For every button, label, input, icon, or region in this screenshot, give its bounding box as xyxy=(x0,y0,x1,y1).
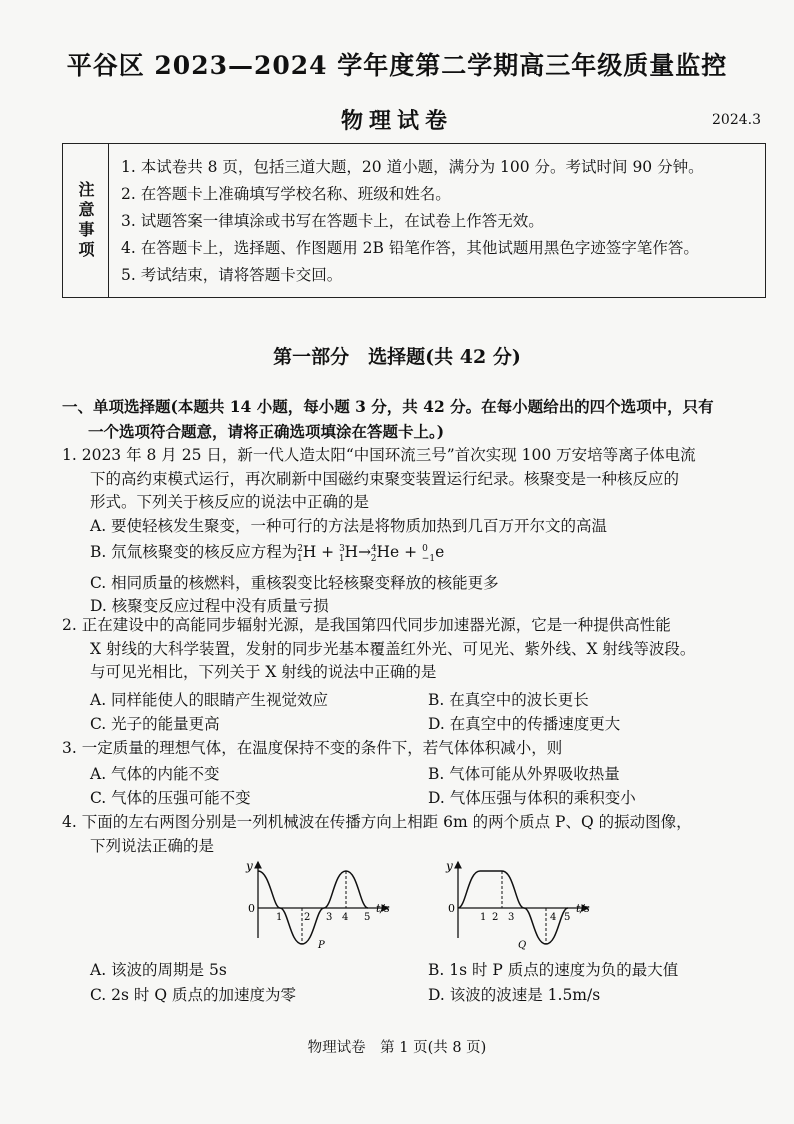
option-a: A. 同样能使人的眼睛产生视觉效应 xyxy=(90,691,329,709)
tick-label: 3 xyxy=(508,912,515,923)
y-axis-label: y xyxy=(246,859,253,873)
tick-label: 2 xyxy=(304,912,311,923)
option-a: A. 要使轻核发生聚变，一种可行的方法是将物质加热到几百万开尔文的高温 xyxy=(90,516,608,535)
exam-title: 平谷区 2023—2024 学年度第二学期高三年级质量监控 xyxy=(66,51,728,80)
tick-label: 1 xyxy=(276,912,283,923)
tick-label: 2 xyxy=(492,912,499,923)
tick-label: 1 xyxy=(480,912,487,923)
option-b-prefix: B. 氘氚核聚变的核反应方程为 xyxy=(90,543,298,562)
option-c: C. 气体的压强可能不变 xyxy=(90,789,251,807)
option-d: D. 该波的波速是 1.5m/s xyxy=(428,986,601,1004)
question-4 xyxy=(62,811,774,858)
section-heading-line: 一个选项符合题意，请将正确选项填涂在答题卡上。) xyxy=(88,422,445,441)
section-heading xyxy=(62,394,772,444)
question-stem-line: 4. 下面的左右两图分别是一列机械波在传播方向上相距 6m 的两个质点 P、Q 的振动图像， xyxy=(62,813,692,831)
tick-label: 5 xyxy=(564,912,571,923)
vibration-graph-q xyxy=(440,856,600,952)
question-2 xyxy=(62,614,774,685)
notice-item: 5. 考试结束，请将答题卡交回。 xyxy=(121,266,343,284)
option-b: B. 1s 时 P 质点的速度为负的最大值 xyxy=(428,961,679,979)
question-1 xyxy=(62,444,774,619)
question-stem-line: 下的高约束模式运行，再次刷新中国磁约束聚变装置运行纪录。核聚变是一种核反应的 xyxy=(90,469,680,488)
question-stem-line: 与可见光相比，下列关于 X 射线的说法中正确的是 xyxy=(90,663,437,681)
t-axis-label: t/s xyxy=(576,902,590,915)
origin-label: 0 xyxy=(248,902,255,915)
notice-label: 注意事项 xyxy=(76,180,95,261)
option-b: B. 气体可能从外界吸收热量 xyxy=(428,765,620,783)
tick-label: 4 xyxy=(550,912,557,923)
option-c: C. 相同质量的核燃料，重核裂变比轻核聚变释放的核能更多 xyxy=(90,573,499,592)
tick-label: 5 xyxy=(364,912,371,923)
t-axis-label: t/s xyxy=(376,902,390,915)
option-a: A. 该波的周期是 5s xyxy=(90,961,227,979)
question-3 xyxy=(62,737,774,761)
tick-label: 3 xyxy=(326,912,333,923)
option-d: D. 在真空中的传播速度更大 xyxy=(428,715,621,733)
option-b xyxy=(62,538,774,572)
option-b: B. 在真空中的波长更长 xyxy=(428,691,589,709)
nuclear-equation: $^2_1$H + $^3_1$H→$^4_2$He + $^0_{-1}$e xyxy=(296,543,445,565)
question-stem-line: 3. 一定质量的理想气体，在温度保持不变的条件下，若气体体积减小，则 xyxy=(62,739,563,757)
part-title: 第一部分 选择题(共 42 分) xyxy=(273,346,521,368)
y-axis-label: y xyxy=(446,859,453,873)
page-footer: 物理试卷 第 1 页(共 8 页) xyxy=(307,1040,487,1056)
notice-item: 2. 在答题卡上准确填写学校名称、班级和姓名。 xyxy=(121,185,451,203)
notice-item: 4. 在答题卡上，选择题、作图题用 2B 铅笔作答，其他试题用黑色字迹签字笔作答。 xyxy=(121,239,699,257)
exam-subtitle: 物理试卷 xyxy=(340,108,453,134)
option-a: A. 气体的内能不变 xyxy=(90,765,220,783)
option-d: D. 气体压强与体积的乘积变小 xyxy=(428,789,636,807)
question-stem-line: 形式。下列关于核反应的说法中正确的是 xyxy=(90,493,370,511)
graph-caption: Q xyxy=(518,940,527,951)
section-heading-line: 一、单项选择题(本题共 14 小题，每小题 3 分，共 42 分。在每小题给出的四个选项中，只有 xyxy=(62,397,714,416)
graph-caption: P xyxy=(318,940,325,951)
vibration-graph-p xyxy=(240,856,400,952)
question-stem-line: X 射线的大科学装置，发射的同步光基本覆盖红外光、可见光、紫外线、X 射线等波段。 xyxy=(90,639,696,658)
origin-label: 0 xyxy=(448,902,455,915)
notice-list xyxy=(121,154,761,289)
notice-item: 3. 试题答案一律填涂或书写在答题卡上，在试卷上作答无效。 xyxy=(121,212,544,230)
exam-date: 2024.3 xyxy=(712,112,761,128)
question-stem-line: 2. 正在建设中的高能同步辐射光源，是我国第四代同步加速器光源，它是一种提供高性能 xyxy=(62,616,671,634)
tick-label: 4 xyxy=(342,912,349,923)
notice-box xyxy=(62,143,766,298)
question-stem-line: 下列说法正确的是 xyxy=(90,836,215,855)
option-c: C. 2s 时 Q 质点的加速度为零 xyxy=(90,986,296,1004)
option-d: D. 核聚变反应过程中没有质量亏损 xyxy=(90,597,329,616)
question-stem-line: 1. 2023 年 8 月 25 日，新一代人造太阳“中国环流三号”首次实现 100 万安培等离子体电流 xyxy=(62,446,696,464)
option-c: C. 光子的能量更高 xyxy=(90,715,220,733)
notice-label-cell xyxy=(63,144,109,297)
notice-item: 1. 本试卷共 8 页，包括三道大题，20 道小题，满分为 100 分。考试时间 90 分钟。 xyxy=(121,158,704,176)
